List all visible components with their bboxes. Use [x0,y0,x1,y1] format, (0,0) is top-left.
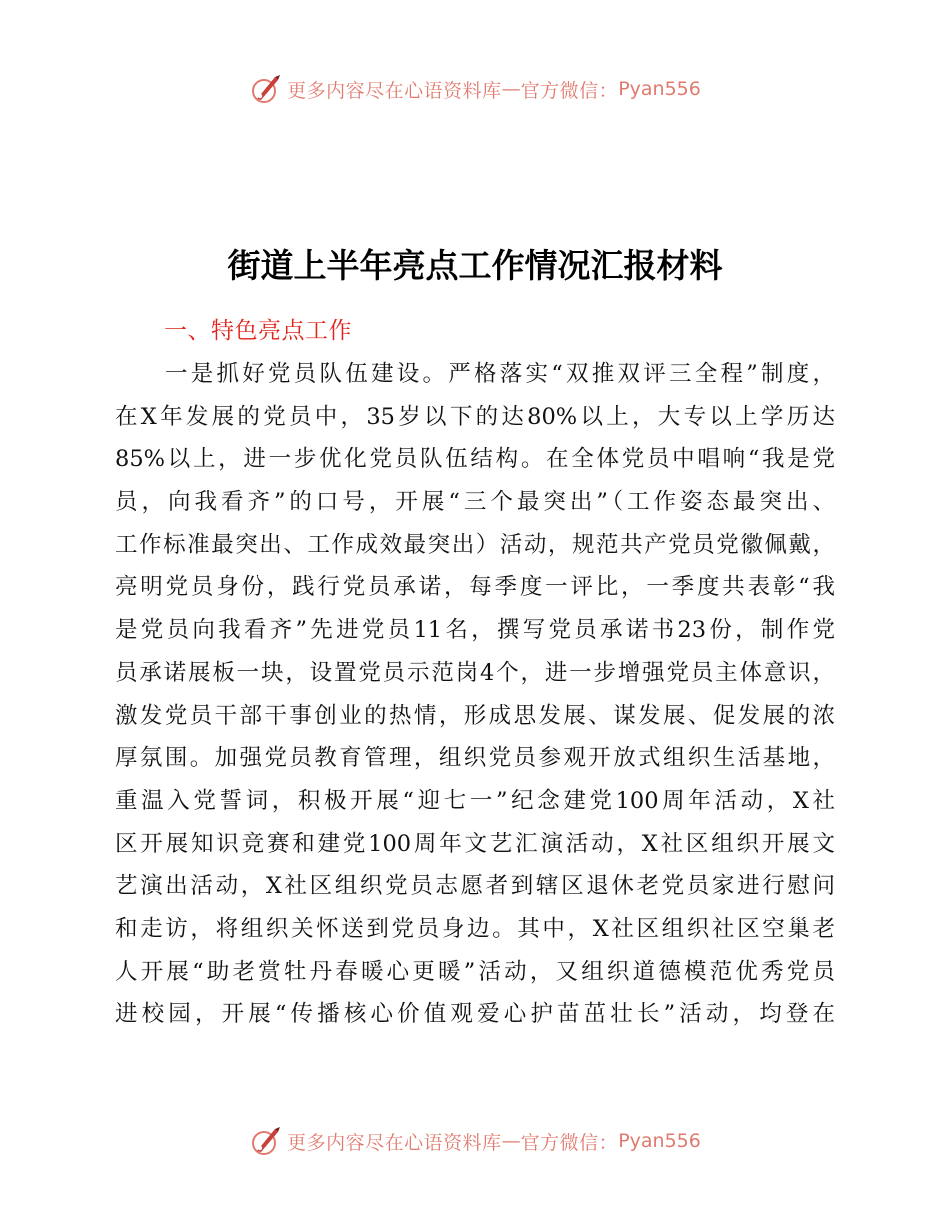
paragraph-line: 85%以上，进一步优化党员队伍结构。在全体党员中唱响“我是党 [115,446,835,473]
banner-text: 更多内容尽在心语资料库 [287,79,502,102]
banner-separator: — [501,1130,521,1152]
header-banner [0,72,950,106]
paragraph-line: 和走访，将组织关怀送到党员身边。其中，X社区组织社区空巢老 [115,915,835,942]
banner-wechat-label: 官方微信： [520,1131,619,1154]
banner-handle: Pyan556 [618,1130,701,1152]
paragraph-line: 重温入党誓词，积极开展“迎七一”纪念建党100周年活动，X社 [115,787,835,814]
quill-pen-icon [249,72,283,106]
paragraph-line: 厚氛围。加强党员教育管理，组织党员参观开放式组织生活基地， [115,745,835,772]
paragraph-line: 进校园，开展“传播核心价值观爱心护苗茁壮长”活动，均登在 [115,1001,835,1028]
quill-pen-icon [249,1124,283,1158]
paragraph-line: 亮明党员身份，践行党员承诺，每季度一评比，一季度共表彰“我 [115,574,835,601]
paragraph-line: 人开展“助老赏牡丹春暖心更暖”活动，又组织道德模范优秀党员 [115,958,835,985]
paragraph-line: 激发党员干部干事创业的热情，形成思发展、谋发展、促发展的浓 [115,702,835,729]
paragraph-line: 艺演出活动，X社区组织党员志愿者到辖区退休老党员家进行慰问 [115,873,835,900]
paragraph-line: 一是抓好党员队伍建设。严格落实“双推双评三全程”制度， [165,361,835,387]
paragraph-line: 区开展知识竞赛和建党100周年文艺汇演活动，X社区组织开展文 [115,830,835,857]
banner-text: 更多内容尽在心语资料库 [287,1131,502,1154]
footer-banner [0,1124,950,1158]
paragraph-line: 员承诺展板一块，设置党员示范岗4个，进一步增强党员主体意识， [115,659,835,686]
banner-wechat-label: 官方微信： [520,79,619,102]
document-title: 街道上半年亮点工作情况汇报材料 [227,246,723,285]
paragraph-line: 员，向我看齐”的口号，开展“三个最突出”（工作姿态最突出、 [115,489,835,516]
banner-handle: Pyan556 [618,78,701,100]
section-heading: 一、特色亮点工作 [164,318,352,344]
paragraph-line: 是党员向我看齐”先进党员11名，撰写党员承诺书23份，制作党 [115,617,835,644]
banner-separator: — [501,78,521,100]
paragraph-line: 在X年发展的党员中，35岁以下的达80%以上，大专以上学历达 [115,403,835,430]
paragraph-line: 工作标准最突出、工作成效最突出）活动，规范共产党员党徽佩戴， [115,531,835,558]
body-paragraph [115,353,835,1036]
